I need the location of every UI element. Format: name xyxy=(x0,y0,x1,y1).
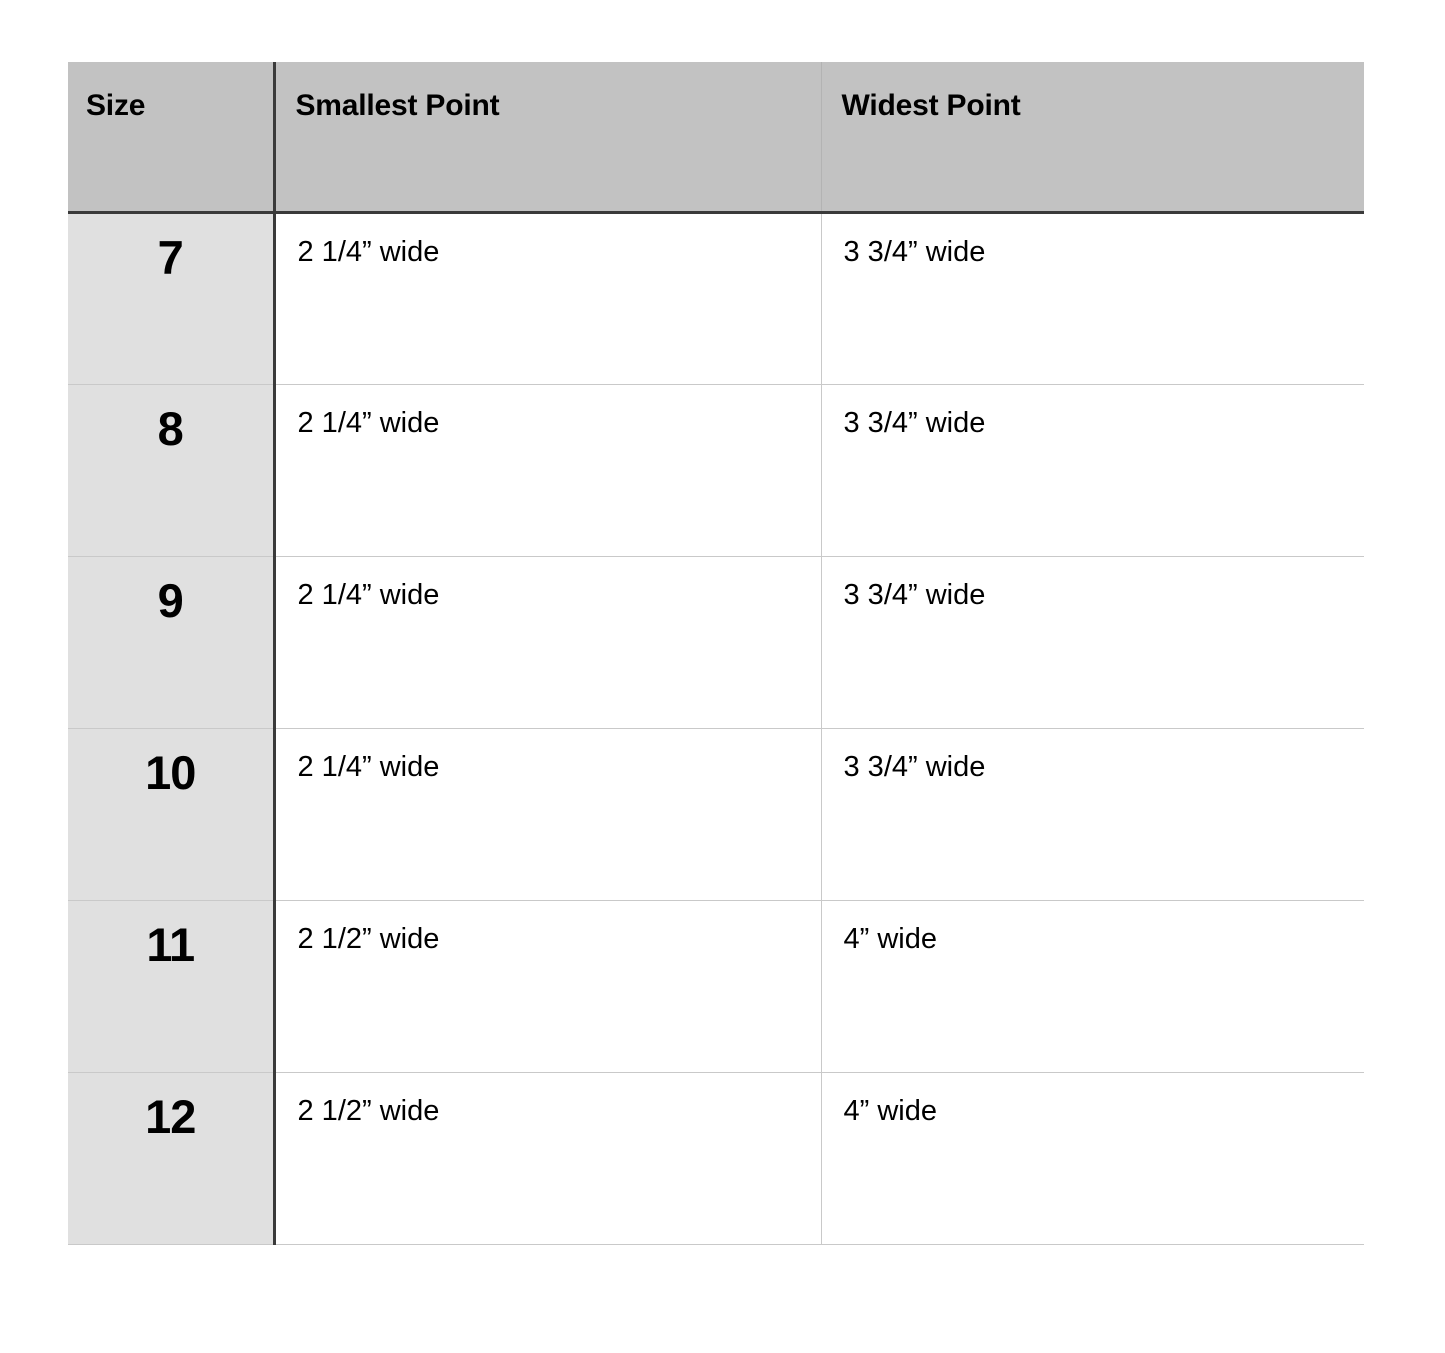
cell-size: 7 xyxy=(68,213,274,385)
table-row xyxy=(68,901,1364,1073)
cell-widest-point: 4” wide xyxy=(821,1073,1364,1245)
column-header-size: Size xyxy=(68,63,274,213)
table-row xyxy=(68,213,1364,385)
cell-size: 11 xyxy=(68,901,274,1073)
cell-widest-point: 4” wide xyxy=(821,901,1364,1073)
cell-smallest-point: 2 1/4” wide xyxy=(274,385,821,557)
table-row xyxy=(68,1073,1364,1245)
cell-smallest-point: 2 1/2” wide xyxy=(274,901,821,1073)
cell-smallest-point: 2 1/2” wide xyxy=(274,1073,821,1245)
cell-size: 9 xyxy=(68,557,274,729)
size-chart-table xyxy=(68,62,1364,1245)
cell-widest-point: 3 3/4” wide xyxy=(821,729,1364,901)
table-header-row xyxy=(68,63,1364,213)
table-row xyxy=(68,729,1364,901)
size-chart-container xyxy=(68,62,1364,1245)
cell-size: 8 xyxy=(68,385,274,557)
table-row xyxy=(68,557,1364,729)
cell-widest-point: 3 3/4” wide xyxy=(821,385,1364,557)
cell-widest-point: 3 3/4” wide xyxy=(821,213,1364,385)
cell-smallest-point: 2 1/4” wide xyxy=(274,213,821,385)
column-header-widest-point: Widest Point xyxy=(821,63,1364,213)
table-body xyxy=(68,213,1364,1245)
cell-widest-point: 3 3/4” wide xyxy=(821,557,1364,729)
cell-smallest-point: 2 1/4” wide xyxy=(274,557,821,729)
table-header xyxy=(68,63,1364,213)
cell-size: 10 xyxy=(68,729,274,901)
cell-smallest-point: 2 1/4” wide xyxy=(274,729,821,901)
table-row xyxy=(68,385,1364,557)
cell-size: 12 xyxy=(68,1073,274,1245)
column-header-smallest-point: Smallest Point xyxy=(274,63,821,213)
